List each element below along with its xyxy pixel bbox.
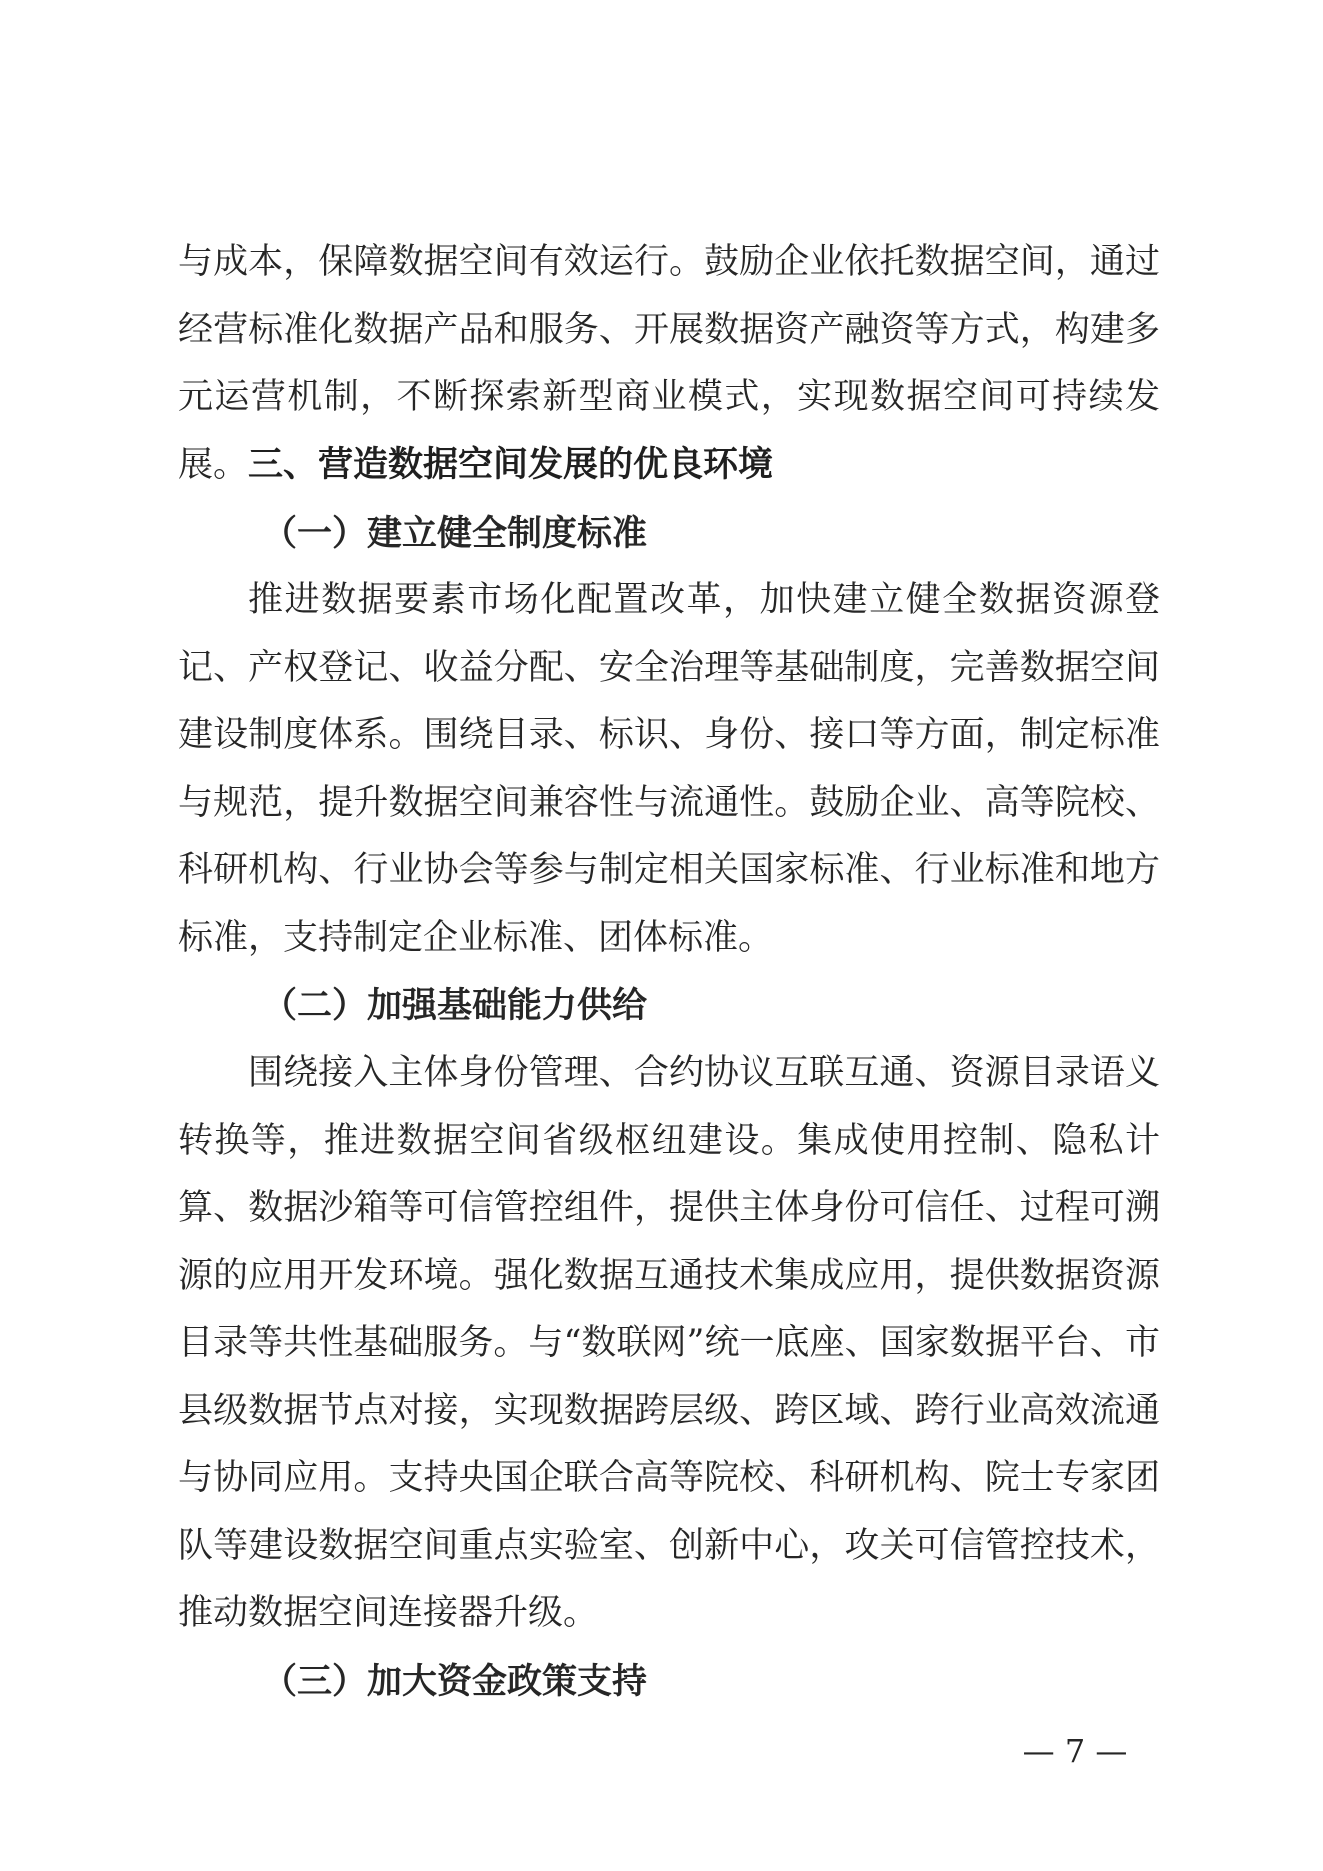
subsection-heading-1: （一）建立健全制度标准 bbox=[262, 513, 648, 554]
continuation-paragraph: 与成本，保障数据空间有效运行。鼓励企业依托数据空间，通过经营标准化数据产品和服务、开展数据资产融资等方式，构建多元运营机制，不断探索新型商业模式，实现数据空间可持续发展。 bbox=[178, 242, 1160, 485]
subsection-heading-3: （三）加大资金政策支持 bbox=[262, 1661, 648, 1702]
subsection-body-1: 推进数据要素市场化配置改革，加快建立健全数据资源登记、产权登记、收益分配、安全治理等基础制度，完善数据空间建设制度体系。围绕目录、标识、身份、接口等方面，制定标准与规范，提升数据空间兼容性与流通性。鼓励企业、高等院校、科研机构、行业协会等参与制定相关国家标准、行业标准和地方标准，支持制定企业标准、团体标准。 bbox=[178, 580, 1160, 958]
subsection-heading-2: （二）加强基础能力供给 bbox=[262, 985, 648, 1026]
subsection-body-2: 围绕接入主体身份管理、合约协议互联互通、资源目录语义转换等，推进数据空间省级枢纽建设。集成使用控制、隐私计算、数据沙箱等可信管控组件，提供主体身份可信任、过程可溯源的应用开发环境。强化数据互通技术集成应用，提供数据资源目录等共性基础服务。与“数联网”统一底座、国家数据平台、市县级数据节点对接，实现数据跨层级、跨区域、跨行业高效流通与协同应用。支持央国企联合高等院校、科研机构、院士专家团队等建设数据空间重点实验室、创新中心，攻关可信管控技术，推动数据空间连接器升级。 bbox=[178, 1053, 1160, 1633]
section-heading: 三、营造数据空间发展的优良环境 bbox=[248, 445, 774, 485]
page-number: — 7 — bbox=[1022, 1732, 1128, 1770]
